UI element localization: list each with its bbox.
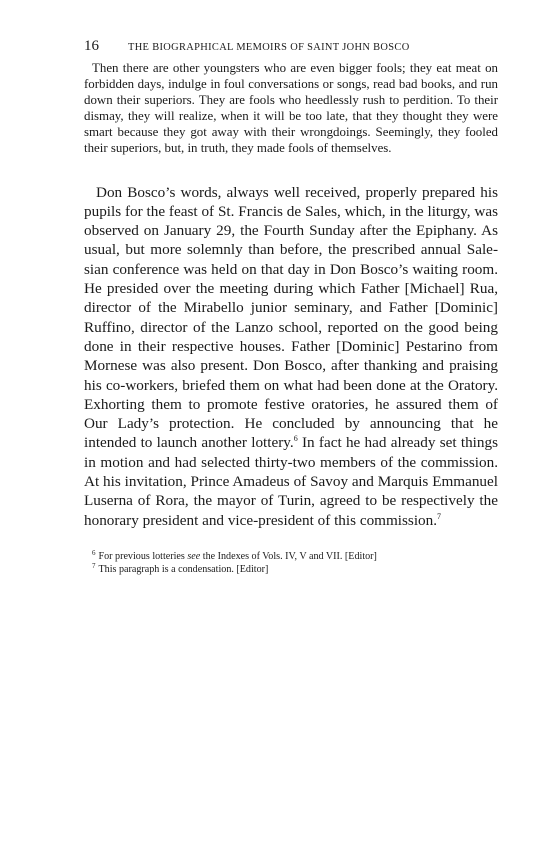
footnote-6	[92, 550, 498, 563]
body-paragraph	[84, 183, 498, 530]
footnote-text: For previous lotteries	[98, 550, 188, 562]
body-text-part-1: Don Bosco’s words, always well received, properly prepared his pupils for the feast of St. Francis de Sales, which, in the liturgy, was observed on January 29, the Fourth Sunday after the Epiphany. As usual, but more solemnly than before, the prescribed annual Salesian conference was held on that day in Don Bosco’s waiting room. He presided over the meeting during which Father [Michael] Rua, director of the Mirabello junior seminary, and Father [Dominic] Ruffino, director of the Lanzo school, reported on the good being done in their respective houses. Father [Dominic] Pestarino from Mornese was also present. Don Bosco, after thanking and praising his co-workers, briefed them on what had been done at the Oratory. Exhorting them to promote festive oratories, he assured them of Our Lady’s protection. He concluded by announcing that he intended to launch another lottery.	[84, 183, 498, 452]
footnote-text: This paragraph is a condensation. [Editor]	[98, 564, 269, 576]
quoted-passage: Then there are other youngsters who are even bigger fools; they eat meat on forbidden days, indulge in foul conversations or songs, read bad books, and run down their superiors. They are fools who heedlessly rush to perdition. To their dismay, they will realize, when it will be too late, that they thought they were smart because they got away with their wrongdoings. Seemingly, they fooled their superiors, but, in truth, they made fools of themselves.	[84, 61, 498, 156]
footnote-7	[92, 563, 498, 576]
footnotes	[84, 550, 498, 576]
footnote-marker: 6	[92, 548, 96, 557]
running-head	[84, 38, 498, 58]
running-title: THE BIOGRAPHICAL MEMOIRS OF SAINT JOHN BOSCO	[128, 42, 410, 53]
body-text-part-2: In fact he had already set things in motion and had selected thirty-two members of the commission. At his invitation, Prince Amadeus of Savoy and Marquis Emmanuel Luserna of Rora, the mayor of Turin, agreed to be respectively the honorary president and vice-president of this commission.	[84, 434, 498, 529]
footnote-italic-text: see	[187, 550, 201, 562]
footnote-marker: 7	[92, 562, 96, 571]
book-page	[84, 38, 498, 576]
footnote-reference-7[interactable]: 7	[437, 511, 442, 521]
footnote-text: the Indexes of Vols. IV, V and VII. [Editor]	[200, 550, 377, 562]
page-number: 16	[84, 38, 99, 54]
footnote-reference-6[interactable]: 6	[293, 434, 298, 444]
